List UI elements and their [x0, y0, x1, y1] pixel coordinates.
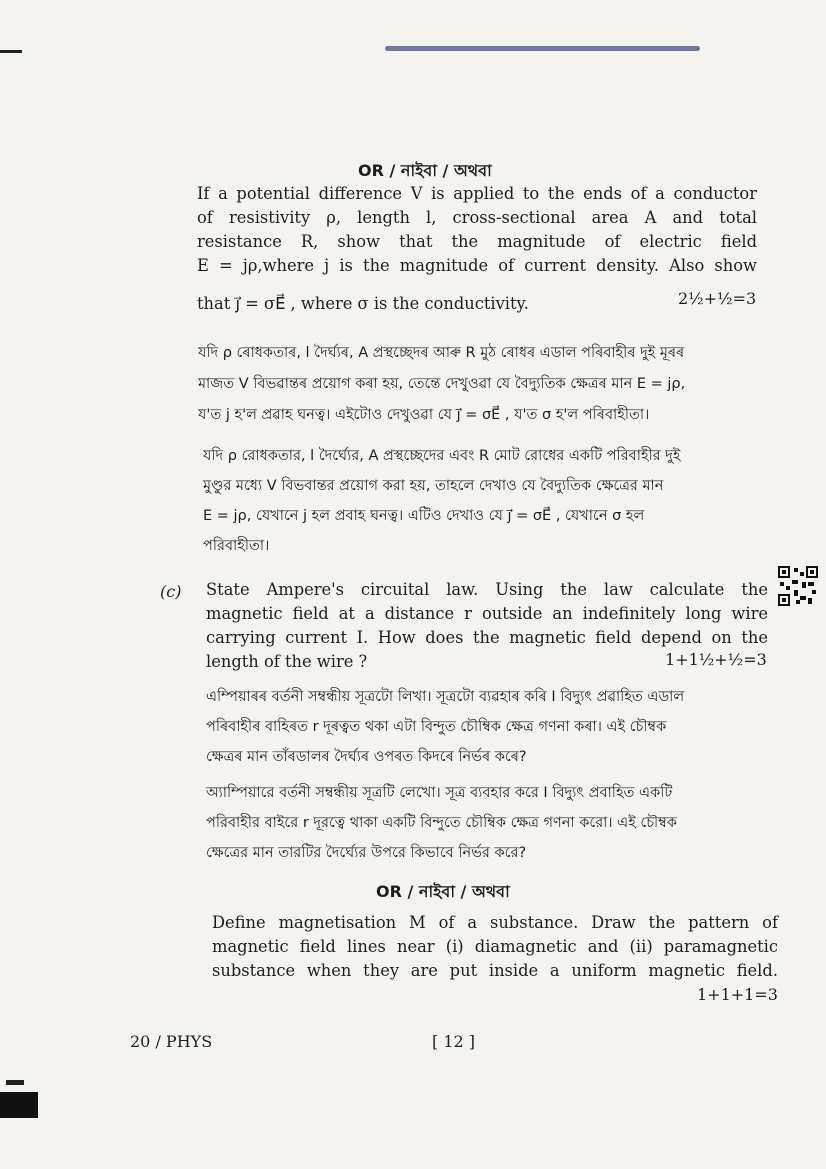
page-number: [ 12 ]: [432, 1032, 476, 1051]
text-line: substance when they are put inside a uniform magnetic field.: [212, 961, 778, 980]
text-line: E = jρ,where j is the magnitude of current density. Also show: [197, 256, 757, 275]
margin-blot: [0, 1092, 38, 1118]
question-c-assamese: [206, 682, 684, 772]
text-line: পৰিবাহীৰ বাহিৰত r দূৰত্বত থকা এটা বিন্দুত চৌম্বিক ক্ষেত্ৰ গণনা কৰা। এই চৌম্বক: [206, 719, 667, 735]
text-line: E = jρ, যেখানে j হল প্রবাহ ঘনত্ব। এটিও দেখাও যে j⃗ = σE⃗ , যেখানে σ হল: [203, 508, 645, 524]
question-b-marks: 2½+½=3: [678, 289, 757, 308]
text-line: যদি ρ রোধকতার, l দৈর্ঘ্যের, A প্রস্থচ্ছেদের এবং R মোট রোধের একটি পরিবাহীর দুই: [203, 448, 681, 464]
question-b-english: [197, 182, 757, 316]
text-line: মুণ্ডুর মধ্যে V বিভবান্তর প্রয়োগ করা হয়, তাহলে দেখাও যে বৈদ্যুতিক ক্ষেত্রের মান: [203, 478, 664, 494]
question-b-bengali: [203, 441, 680, 561]
text-line: অ্যাম্পিয়ারে বর্তনী সম্বন্ধীয় সূত্রটি লেখো। সূত্র ব্যবহার করে I বিদ্যুৎ প্রবাহিত একটি: [206, 785, 673, 801]
question-b-assamese: [198, 338, 685, 431]
text-line: মাজত V বিভৱান্তৰ প্ৰয়োগ কৰা হয়, তেন্তে দেখুওৱা যে বৈদ্যুতিক ক্ষেত্ৰৰ মান E = jρ,: [198, 376, 686, 392]
text-line: এম্পিয়াৰৰ বৰ্তনী সম্বন্ধীয় সূত্ৰটো লিখা। সূত্ৰটো ব্যৱহাৰ কৰি I বিদ্যুৎ প্ৰৱাহিত এডাল: [206, 689, 685, 705]
paper-code: 20 / PHYS: [130, 1032, 213, 1051]
text-line: ক্ষেত্ৰৰ মান তাঁৰডালৰ দৈৰ্ঘ্যৰ ওপৰত কিদৰে নিৰ্ভৰ কৰে?: [206, 749, 527, 765]
text-line: যদি ρ ৰোধকতাৰ, l দৈৰ্ঘ্যৰ, A প্ৰস্থচ্ছেদৰ আৰু R মুঠ ৰোধৰ এডাল পৰিবাহীৰ দুই মূৰৰ: [198, 345, 685, 361]
text-line: length of the wire ?: [206, 652, 368, 671]
text-line: magnetic field lines near (i) diamagnetic and (ii) paramagnetic: [212, 937, 778, 956]
question-c-marks: 1+1½+½=3: [665, 650, 767, 669]
text-line: resistance R, show that the magnitude of electric field: [197, 232, 757, 251]
question-c-alternative-english: [212, 911, 778, 983]
text-line: magnetic field at a distance r outside an indefinitely long wire: [206, 604, 768, 623]
text-line: that j⃗ = σE⃗ , where σ is the conductivity.: [197, 294, 529, 313]
top-scan-bar: [385, 46, 700, 51]
text-line: If a potential difference V is applied to the ends of a conductor: [197, 184, 757, 203]
text-line: পরিবাহীর বাইরে r দূরত্বে থাকা একটি বিন্দুতে চৌম্বিক ক্ষেত্র গণনা করো। এই চৌম্বক: [206, 815, 677, 831]
margin-mark-small: [6, 1080, 24, 1085]
text-line: পরিবাহীতা।: [203, 538, 270, 554]
text-line: য'ত j হ'ল প্ৰৱাহ ঘনত্ব। এইটোও দেখুওৱা যে j⃗ = σE⃗ , য'ত σ হ'ল পৰিবাহীতা।: [198, 407, 650, 423]
text-line: carrying current I. How does the magnetic field depend on the: [206, 628, 768, 647]
text-line: ক্ষেত্রের মান তারটির দৈর্ঘ্যের উপরে কিভাবে নির্ভর করে?: [206, 845, 527, 861]
text-line: Define magnetisation M of a substance. Draw the pattern of: [212, 913, 778, 932]
text-line: of resistivity ρ, length l, cross-sectional area A and total: [197, 208, 757, 227]
or-heading-2: OR / নাইবা / অথবা: [376, 882, 510, 901]
question-c-bengali: [206, 778, 677, 868]
qr-code-icon: [778, 566, 818, 606]
question-c-alternative-marks: 1+1+1=3: [697, 985, 778, 1004]
question-c-label: (c): [160, 582, 182, 601]
text-line: State Ampere's circuital law. Using the law calculate the: [206, 580, 768, 599]
margin-mark: [0, 50, 22, 53]
or-heading-1: OR / নাইবা / অথবা: [358, 161, 492, 180]
